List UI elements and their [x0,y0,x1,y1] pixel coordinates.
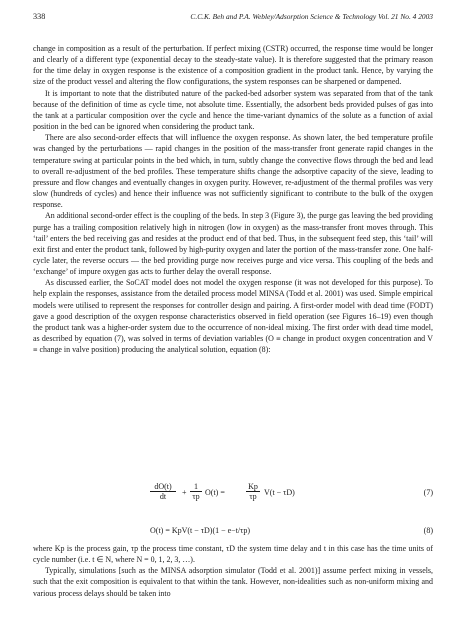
eq7-inverse-tau: $\frac{1}{\tau p}$ [190,482,202,501]
paragraph: There are also second-order effects that will influence the oxygen response. As shown later, the bed temperature profile was changed by the perturbations — rapid changes in the position of the mass-transfer front generate rapid changes in the temperature swing at particular points in the bed which, in turn, subtly change the convective flows through the bed and lead to overall re-adjustment of the bed profiles. These temperature shifts change the adsorptive capacity of the sieve, leading to pressure and flow changes and eventually changes in oxygen purity. However, re-adjustment of the thermal profiles was very slow (hundreds of cycles) and hence their influence was not sufficiently significant to contribute to the bulk of the oxygen response. [33,133,433,210]
equation-number: (7) [423,488,433,497]
paragraph: An additional second-order effect is the coupling of the beds. In step 3 (Figure 3), the purge gas leaving the bed providing purge has a trailing composition relatively high in nitrogen (low in oxygen) as the mass-transfer front moves through. This ‘tail’ enters the bed receiving gas and resides at the product end of that bed. Thus, in the subsequent feed step, this ‘tail’ will exit first and enter the product tank, followed by high-purity oxygen and later the portion of the mass-transfer zone. One half-cycle later, the reverse occurs — the bed providing purge now receives purge and vice versa. This coupling of the beds and ‘exchange’ of impure oxygen gas acts to further delay the overall response. [33,211,433,277]
body-text [33,43,433,355]
page-number: 338 [33,12,46,21]
equation-number: (8) [423,526,433,535]
paragraph: It is important to note that the distributed nature of the packed-bed adsorber system was separated from that of the tank because of the definition of time as cycle time, not absolute time. Essentially, the adsorbent beds provided pulses of gas into the tank at a particular composition over the cycle and hence the time-variant dynamics of the solute as a function of axial position in the bed can be ignored when considering the product tank. [33,88,433,132]
paragraph: Typically, simulations [such as the MINSA adsorption simulator (Todd et al. 2001)] assume perfect mixing in vessels, such that the exit composition is equivalent to that within the tank. However, non-idealities such as non-uniform mixing and various process delays should be taken into [33,566,433,598]
equation-8: O(t) = KpV(t − τD)(1 − e−t/τp) (8) [150,526,433,535]
eq7-gain-over-tau: $\frac{Kp}{\tau p}$ [246,482,260,501]
paragraph: As discussed earlier, the SoCAT model does not model the oxygen response (it was not developed for this purpose). To help explain the responses, assistance from the detailed process model MINSA (Todd et al. 2001) was used. Simple empirical models were utilised to represent the responses for controller design and pairing. A first-order model with dead time (FODT) gave a good description of the oxygen response characteristics observed in field operation (see Figures 16–19) even though the product tank was a higher-order system due to the occurrence of non-ideal mixing. The first order with dead time model, as described by equation (7), was solved in terms of deviation variables (O ≡ change in product oxygen concentration and V ≡ change in valve position) producing the analytical solution, equation (8): [33,278,433,355]
eq7-derivative: $\frac{dO(t)}{dt}$ [150,482,176,501]
equation-7: $\frac{dO(t)}{dt}$ + $\frac{1}{\tau p}$ O(t) = $\frac{Kp}{\tau p}$ V(t − τD) (7) [33,482,433,512]
paragraph: where Kp is the process gain, τp the process time constant, τD the system time delay and t in this case has the time units of cycle number (i.e. t ∈ N, where N = 0, 1, 2, 3, …). [33,544,433,565]
page-header [33,12,433,24]
body-text-continued [33,543,433,599]
running-title: C.C.K. Beh and P.A. Webley/Adsorption Science & Technology Vol. 21 No. 4 2003 [190,12,433,21]
paragraph: change in composition as a result of the perturbation. If perfect mixing (CSTR) occurred, the response time would be longer and clearly of a different type (exponential decay to the steady-state value). It is therefore suggested that the primary reason for the time delay in oxygen response is the existence of a composition gradient in the product tank. Hence, by varying the size of the product vessel and altering the flow configurations, the system responses can be sharpened or dampened. [33,44,433,87]
